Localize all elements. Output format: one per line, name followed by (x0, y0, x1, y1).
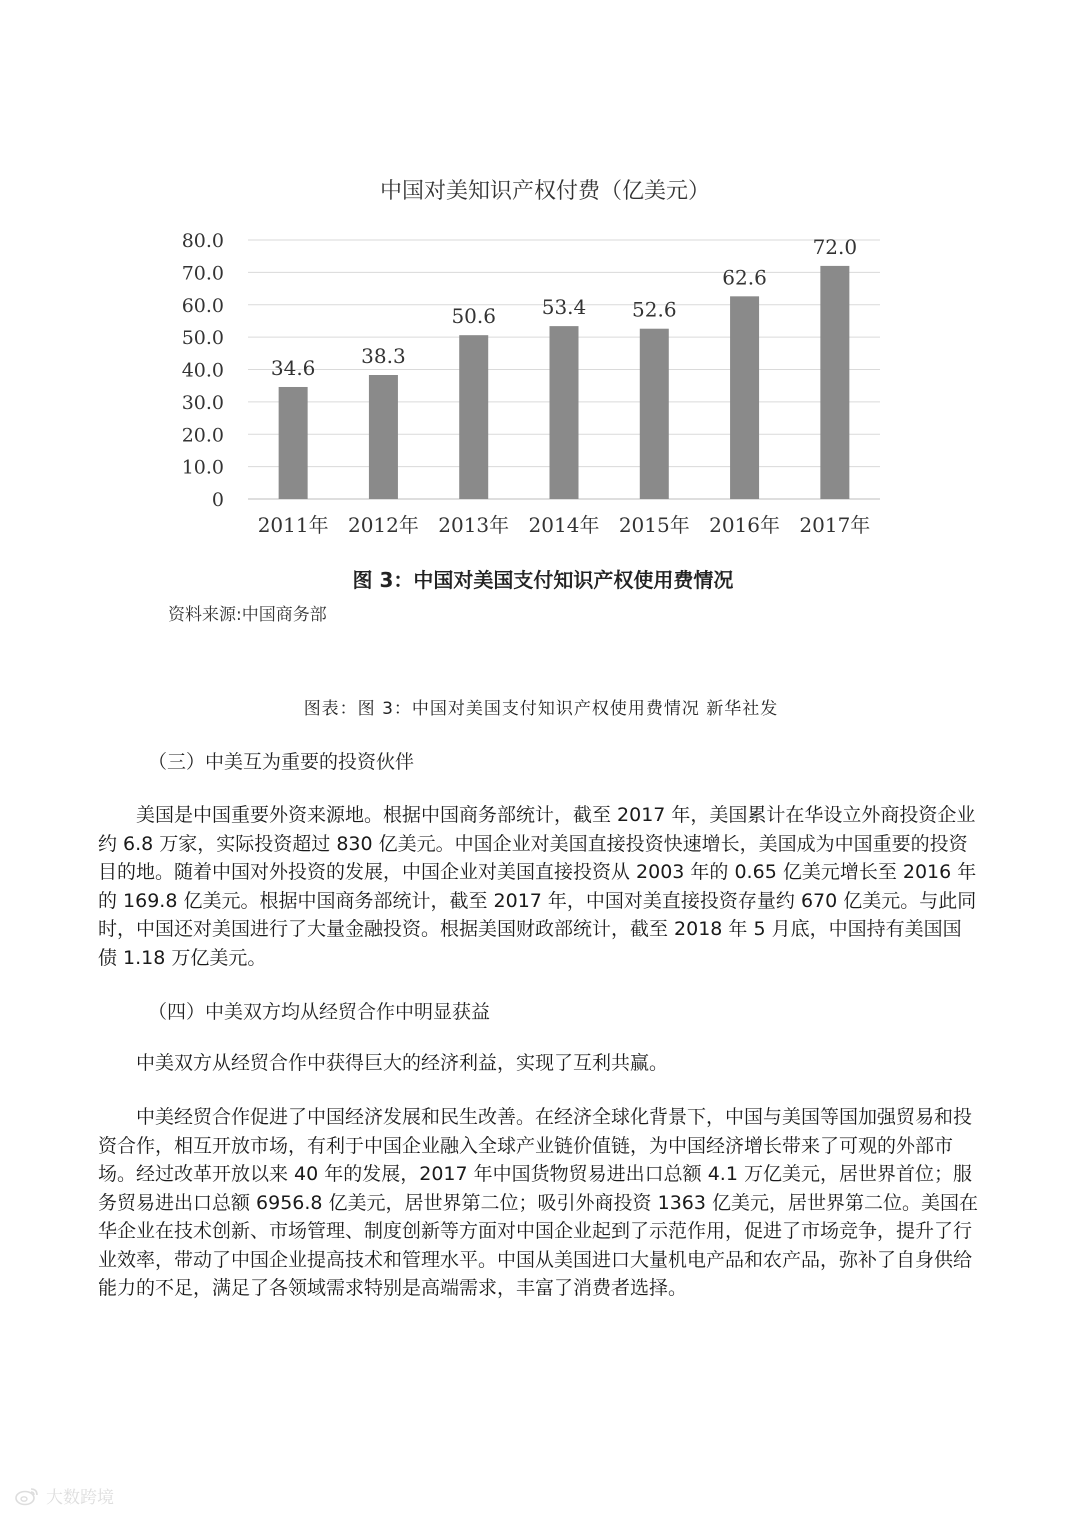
bar (820, 266, 849, 499)
bar-value-label: 34.6 (270, 355, 316, 380)
watermark-text: 大数跨境 (46, 1488, 114, 1508)
bar-value-label: 50.6 (451, 304, 496, 329)
paragraph-investment: 美国是中国重要外资来源地。根据中国商务部统计，截至 2017 年，美国累计在华设立外商投资企业约 6.8 万家，实际投资超过 830 亿美元。中国企业对美国直接投资快速增长，美国成为中国重要的投资目的地。随着中国对外投资的发展，中国企业对美国直接投资从 2003 年的 0.65 亿美元增长至 2016 年的 169.8 亿美元。根据中国商务部统计，截至 2017 年，中国对美直接投资存量约 670 亿美元。与此同时，中国还对美国进行了大量金融投资。根据美国财政部统计，截至 2018 年 5 月底，中国持有美国国债 1.18 万亿美元。 (98, 804, 977, 969)
y-tick-label: 0 (211, 489, 224, 511)
bar-value-label: 53.4 (541, 295, 587, 320)
x-tick-label: 2016年 (709, 513, 781, 537)
bar (640, 329, 669, 499)
figure-source: 资料来源:中国商务部 (168, 605, 327, 625)
bar (459, 335, 488, 499)
watermark (14, 1483, 114, 1508)
y-tick-label: 70.0 (181, 262, 224, 285)
bar-value-label: 52.6 (632, 297, 677, 322)
bar (730, 296, 759, 499)
bar-value-label: 62.6 (722, 265, 767, 290)
section-heading-investment: （三）中美互为重要的投资伙伴 (148, 751, 415, 773)
y-tick-label: 10.0 (181, 456, 224, 479)
y-tick-label: 30.0 (181, 391, 224, 414)
bar-value-label: 38.3 (361, 344, 406, 369)
bar-chart (160, 220, 900, 540)
x-tick-label: 2014年 (528, 513, 600, 537)
weibo-icon (14, 1486, 40, 1506)
paragraph-mutual-benefit-intro: 中美双方从经贸合作中获得巨大的经济利益，实现了互利共赢。 (136, 1052, 669, 1074)
y-tick-label: 40.0 (181, 359, 224, 382)
x-tick-label: 2013年 (438, 513, 510, 537)
x-tick-label: 2012年 (347, 513, 419, 537)
bar (279, 387, 308, 499)
paragraph-mutual-benefit-detail: 中美经贸合作促进了中国经济发展和民生改善。在经济全球化背景下，中国与美国等国加强贸易和投资合作，相互开放市场，有利于中国企业融入全球产业链价值链，为中国经济增长带来了可观的外部市场。经过改革开放以来 40 年的发展，2017 年中国货物贸易进出口总额 4.1 万亿美元，居世界首位；服务贸易进出口总额 6956.8 亿美元，居世界第二位；吸引外商投资 1363 亿美元，居世界第二位。美国在华企业在技术创新、市场管理、制度创新等方面对中国企业起到了示范作用，促进了市场竞争，提升了行业效率，带动了中国企业提高技术和管理水平。中国从美国进口大量机电产品和农产品，弥补了自身供给能力的不足，满足了各领域需求特别是高端需求，丰富了消费者选择。 (98, 1106, 978, 1299)
x-tick-label: 2017年 (799, 513, 871, 537)
bar (369, 375, 398, 499)
x-tick-label: 2015年 (618, 513, 690, 537)
chart-title: 中国对美知识产权付费（亿美元） (379, 179, 710, 204)
chart-label: 图表：图 3：中国对美国支付知识产权使用费情况 新华社发 (303, 699, 779, 719)
bar-value-label: 72.0 (812, 234, 858, 259)
figure-caption: 图 3：中国对美国支付知识产权使用费情况 (352, 568, 734, 592)
bar (550, 326, 579, 499)
x-tick-label: 2011年 (257, 513, 329, 537)
y-tick-label: 60.0 (181, 294, 224, 317)
section-heading-mutual-benefit: （四）中美双方均从经贸合作中明显获益 (148, 1001, 491, 1023)
y-tick-label: 50.0 (181, 327, 224, 350)
y-tick-label: 20.0 (181, 424, 224, 447)
y-tick-label: 80.0 (181, 230, 224, 252)
